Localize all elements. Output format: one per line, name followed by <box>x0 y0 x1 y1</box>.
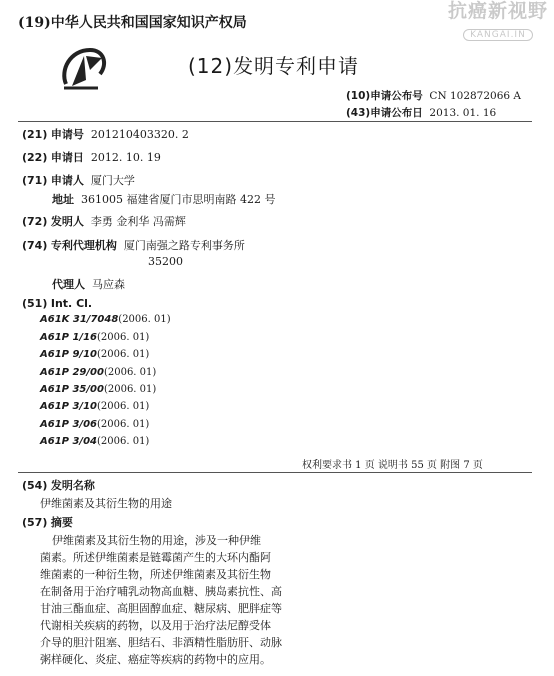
ipc-entry <box>40 384 156 395</box>
field-value: 厦门大学 <box>90 174 135 187</box>
abstract-line: 菌素。所述伊维菌素是链霉菌产生的大环内酯阿 <box>40 551 271 564</box>
field-applicant <box>22 172 135 188</box>
field-value: 李勇 金利华 冯需辉 <box>90 215 186 228</box>
field-label: 发明人 <box>50 215 84 228</box>
ipc-version: (2006. 01) <box>97 332 150 343</box>
office-header <box>18 12 247 32</box>
pub-label: 申请公布号 <box>370 90 423 102</box>
invention-title: 伊维菌素及其衍生物的用途 <box>40 497 172 510</box>
ipc-class: A61P 3/10 <box>40 401 97 412</box>
field-label: 地址 <box>52 193 74 206</box>
field-code: (21) <box>22 128 48 141</box>
field-value: 马应森 <box>92 278 125 291</box>
field-label: 专利代理机构 <box>50 239 117 252</box>
field-address <box>52 191 275 207</box>
ipc-version: (2006. 01) <box>97 349 150 360</box>
ipc-class: A61P 29/00 <box>40 367 104 378</box>
pub-date-value: 2013. 01. 16 <box>429 107 497 119</box>
pages-info: 权利要求书 1 页 说明书 55 页 附图 7 页 <box>302 460 483 471</box>
ipc-version: (2006. 01) <box>118 314 171 325</box>
int-cl-label: Int. Cl. <box>50 297 93 310</box>
watermark-en: KANGAI.IN <box>463 29 533 41</box>
field-application-date <box>22 149 161 165</box>
ipc-class: A61P 3/06 <box>40 419 97 430</box>
pub-date-code: (43) <box>346 107 371 119</box>
abstract-line: 在制备用于治疗哺乳动物高血糖、胰岛素抗性、高 <box>40 585 282 598</box>
sipo-logo-icon <box>56 40 112 100</box>
field-value: 2012. 10. 19 <box>90 151 161 164</box>
ipc-version: (2006. 01) <box>97 436 150 447</box>
ipc-entry <box>40 436 149 447</box>
ipc-version: (2006. 01) <box>103 367 157 378</box>
field-application-number <box>22 126 189 142</box>
ipc-class: A61P 35/00 <box>40 384 104 395</box>
ipc-version: (2006. 01) <box>97 419 150 430</box>
abstract-line: 维菌素的一种衍生物，所述伊维菌素及其衍生物 <box>40 568 271 581</box>
divider <box>18 121 532 122</box>
abstract-line: 伊维菌素及其衍生物的用途，涉及一种伊维 <box>52 534 261 547</box>
ipc-class: A61P 1/16 <box>40 332 97 343</box>
field-code: (72) <box>22 215 48 228</box>
ipc-class: A61P 3/04 <box>40 436 97 447</box>
ipc-version: (2006. 01) <box>97 401 150 412</box>
field-value: 201210403320. 2 <box>90 128 189 141</box>
pub-code: (10) <box>346 90 371 102</box>
abstract-heading <box>22 514 73 530</box>
int-cl-heading <box>22 297 92 310</box>
office-code: (19) <box>18 15 51 31</box>
field-value: 361005 福建省厦门市思明南路 422 号 <box>81 193 276 206</box>
ipc-entry <box>40 349 149 360</box>
divider <box>18 472 532 473</box>
abstract-line: 代谢相关疾病的药物，以及用于治疗法尼醇受体 <box>40 619 271 632</box>
doc-title-text: 发明专利申请 <box>233 54 360 78</box>
ipc-class: A61P 9/10 <box>40 349 97 360</box>
watermark <box>448 0 548 41</box>
ipc-entry <box>40 332 149 343</box>
ipc-version: (2006. 01) <box>103 384 157 395</box>
field-inventors <box>22 213 186 229</box>
field-agency <box>22 237 245 253</box>
abstract-line: 甘油三酯血症、高胆固醇血症、糖尿病、肥胖症等 <box>40 602 282 615</box>
field-agent <box>52 276 125 292</box>
field-code: (74) <box>22 239 48 252</box>
abstract-code: (57) <box>22 516 48 529</box>
field-label: 代理人 <box>52 278 85 291</box>
int-cl-code: (51) <box>22 297 48 310</box>
publication-number <box>346 88 521 103</box>
field-value: 厦门南强之路专利事务所 <box>123 239 245 252</box>
field-label: 申请日 <box>50 151 84 164</box>
abstract-line: 介导的胆汁阻塞、胆结石、非酒精性脂肪肝、动脉 <box>40 636 282 649</box>
document-title <box>188 50 359 79</box>
pub-value: CN 102872066 A <box>429 90 522 102</box>
pub-date-label: 申请公布日 <box>370 107 423 119</box>
abstract-line: 粥样硬化、炎症、癌症等疾病的药物中的应用。 <box>40 653 271 666</box>
field-agency-code: 35200 <box>148 255 183 268</box>
ipc-entry <box>40 314 171 325</box>
field-label: 申请号 <box>50 128 84 141</box>
field-code: (71) <box>22 174 48 187</box>
ipc-entry <box>40 419 149 430</box>
abstract-label: 摘要 <box>50 516 73 529</box>
invention-heading <box>22 477 95 493</box>
doc-title-code: (12) <box>188 54 234 78</box>
ipc-entry <box>40 367 156 378</box>
ipc-entry <box>40 401 149 412</box>
ipc-class: A61K 31/7048 <box>40 314 119 325</box>
field-label: 申请人 <box>50 174 84 187</box>
field-code: (22) <box>22 151 48 164</box>
watermark-cn: 抗癌新视野 <box>447 0 548 22</box>
office-name: 中华人民共和国国家知识产权局 <box>50 15 247 31</box>
invention-label: 发明名称 <box>50 479 95 492</box>
publication-date <box>346 105 496 120</box>
invention-code: (54) <box>22 479 48 492</box>
